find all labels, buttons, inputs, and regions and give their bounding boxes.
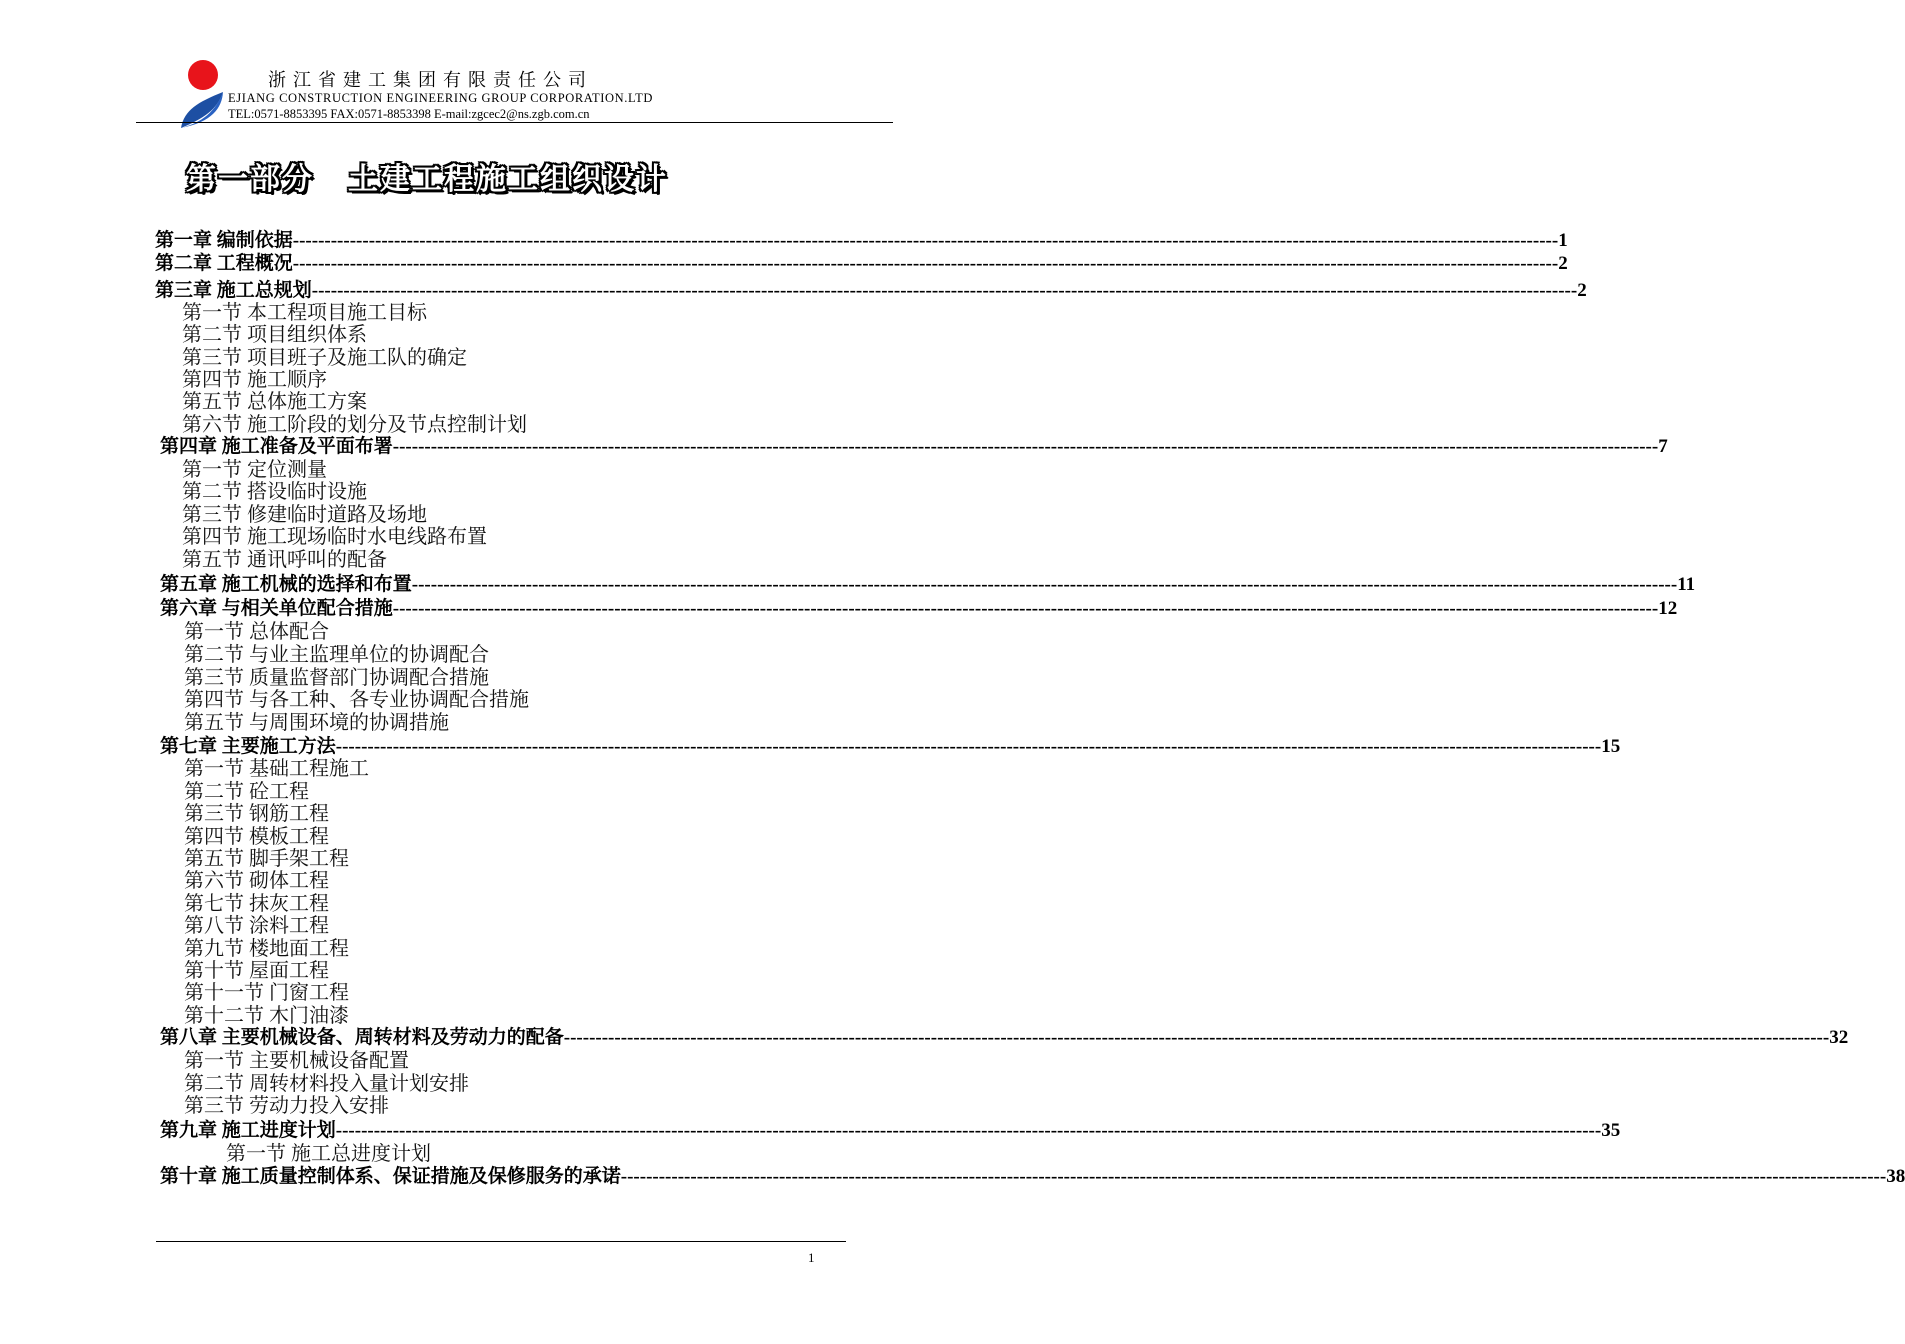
toc-section[interactable]: 第二节 与业主监理单位的协调配合 — [184, 644, 489, 666]
toc-page-number: 32 — [1829, 1027, 1849, 1048]
toc-section[interactable]: 第一节 本工程项目施工目标 — [182, 302, 427, 324]
toc-chapter[interactable] — [155, 280, 1587, 302]
toc-section[interactable]: 第三节 劳动力投入安排 — [184, 1095, 389, 1117]
toc-section[interactable]: 第十二节 木门油漆 — [184, 1005, 349, 1027]
toc-chapter[interactable] — [160, 1027, 1849, 1049]
toc-page-number: 2 — [1558, 253, 1568, 274]
toc-section[interactable]: 第一节 总体配合 — [184, 621, 329, 643]
toc-section[interactable]: 第一节 定位测量 — [182, 459, 327, 481]
toc-dot-leader: -------------------------------------------------------------------------------------------------------------------------------------------------------------------------------------------------------- — [620, 1166, 1887, 1187]
toc-dot-leader: -------------------------------------------------------------------------------------------------------------------------------------------------------------------------------------------------------- — [392, 598, 1659, 619]
toc-chapter[interactable] — [160, 1120, 1621, 1142]
toc-section[interactable]: 第三节 项目班子及施工队的确定 — [182, 347, 467, 369]
toc-dot-leader: -------------------------------------------------------------------------------------------------------------------------------------------------------------------------------------------------------- — [335, 736, 1602, 757]
toc-chapter[interactable] — [160, 436, 1668, 458]
toc-dot-leader: -------------------------------------------------------------------------------------------------------------------------------------------------------------------------------------------------------- — [292, 230, 1559, 251]
toc-section[interactable]: 第二节 搭设临时设施 — [182, 481, 367, 503]
page-title — [186, 154, 668, 198]
toc-section[interactable]: 第十节 屋面工程 — [184, 960, 329, 982]
toc-dot-leader: -------------------------------------------------------------------------------------------------------------------------------------------------------------------------------------------------------- — [392, 436, 1659, 457]
toc-chapter[interactable] — [160, 574, 1696, 596]
toc-section[interactable]: 第二节 周转材料投入量计划安排 — [184, 1073, 469, 1095]
page-number: 1 — [808, 1250, 815, 1265]
toc-dot-leader: -------------------------------------------------------------------------------------------------------------------------------------------------------------------------------------------------------- — [411, 574, 1678, 595]
toc-section[interactable]: 第九节 楼地面工程 — [184, 938, 349, 960]
toc-section[interactable]: 第三节 质量监督部门协调配合措施 — [184, 667, 489, 689]
toc-dot-leader: -------------------------------------------------------------------------------------------------------------------------------------------------------------------------------------------------------- — [292, 253, 1559, 274]
toc-section[interactable]: 第二节 砼工程 — [184, 781, 309, 803]
toc-section[interactable]: 第八节 涂料工程 — [184, 915, 329, 937]
toc-section[interactable]: 第六节 砌体工程 — [184, 870, 329, 892]
toc-section[interactable]: 第五节 总体施工方案 — [182, 391, 367, 413]
toc-section[interactable]: 第七节 抹灰工程 — [184, 893, 329, 915]
toc-chapter-title: 第五章 施工机械的选择和布置 — [160, 574, 412, 595]
toc-section[interactable]: 第六节 施工阶段的划分及节点控制计划 — [182, 414, 527, 436]
toc-chapter[interactable] — [160, 1166, 1905, 1188]
toc-page-number: 35 — [1601, 1120, 1621, 1141]
company-name-cn: 浙江省建工集团有限责任公司 — [268, 70, 593, 90]
title-part: 第一部分 — [186, 162, 314, 197]
toc-section[interactable]: 第一节 施工总进度计划 — [226, 1143, 431, 1165]
toc-section[interactable]: 第一节 基础工程施工 — [184, 758, 369, 780]
toc-page-number: 1 — [1558, 230, 1568, 251]
toc-chapter-title: 第三章 施工总规划 — [155, 280, 312, 301]
footer-divider — [156, 1241, 846, 1242]
logo-red-circle — [188, 60, 218, 90]
toc-chapter[interactable] — [160, 598, 1678, 620]
toc-chapter[interactable] — [155, 230, 1568, 252]
toc-chapter-title: 第二章 工程概况 — [155, 253, 293, 274]
toc-section[interactable]: 第三节 钢筋工程 — [184, 803, 329, 825]
header-divider — [136, 122, 893, 123]
toc-dot-leader: -------------------------------------------------------------------------------------------------------------------------------------------------------------------------------------------------------- — [563, 1027, 1830, 1048]
company-name-en: EJIANG CONSTRUCTION ENGINEERING GROUP CORPORATION.LTD — [228, 91, 653, 105]
toc-chapter[interactable] — [160, 736, 1621, 758]
toc-section[interactable]: 第四节 施工顺序 — [182, 369, 327, 391]
toc-section[interactable]: 第四节 与各工种、各专业协调配合措施 — [184, 689, 529, 711]
toc-section[interactable]: 第五节 与周围环境的协调措施 — [184, 712, 449, 734]
company-logo — [178, 58, 228, 130]
toc-dot-leader: -------------------------------------------------------------------------------------------------------------------------------------------------------------------------------------------------------- — [311, 280, 1578, 301]
toc-dot-leader: -------------------------------------------------------------------------------------------------------------------------------------------------------------------------------------------------------- — [335, 1120, 1602, 1141]
toc-section[interactable]: 第二节 项目组织体系 — [182, 324, 367, 346]
toc-chapter-title: 第八章 主要机械设备、周转材料及劳动力的配备 — [160, 1027, 564, 1048]
toc-chapter-title: 第七章 主要施工方法 — [160, 736, 336, 757]
toc-chapter[interactable] — [155, 253, 1568, 275]
toc-page-number: 7 — [1658, 436, 1668, 457]
company-contact: TEL:0571-8853395 FAX:0571-8853398 E-mail:zgcec2@ns.zgb.com.cn — [228, 107, 590, 121]
toc-section[interactable]: 第十一节 门窗工程 — [184, 982, 349, 1004]
title-name: 土建工程施工组织设计 — [348, 162, 668, 197]
toc-page-number: 38 — [1886, 1166, 1905, 1187]
toc-page-number: 15 — [1601, 736, 1621, 757]
toc-chapter-title: 第六章 与相关单位配合措施 — [160, 598, 393, 619]
toc-page-number: 11 — [1677, 574, 1696, 595]
toc-section[interactable]: 第五节 通讯呼叫的配备 — [182, 549, 387, 571]
toc-chapter-title: 第十章 施工质量控制体系、保证措施及保修服务的承诺 — [160, 1166, 621, 1187]
toc-page-number: 12 — [1658, 598, 1678, 619]
toc-chapter-title: 第九章 施工进度计划 — [160, 1120, 336, 1141]
toc-page-number: 2 — [1577, 280, 1587, 301]
toc-section[interactable]: 第四节 模板工程 — [184, 826, 329, 848]
toc-section[interactable]: 第五节 脚手架工程 — [184, 848, 349, 870]
toc-chapter-title: 第一章 编制依据 — [155, 230, 293, 251]
toc-section[interactable]: 第一节 主要机械设备配置 — [184, 1050, 409, 1072]
toc-section[interactable]: 第三节 修建临时道路及场地 — [182, 504, 427, 526]
toc-chapter-title: 第四章 施工准备及平面布署 — [160, 436, 393, 457]
toc-section[interactable]: 第四节 施工现场临时水电线路布置 — [182, 526, 487, 548]
